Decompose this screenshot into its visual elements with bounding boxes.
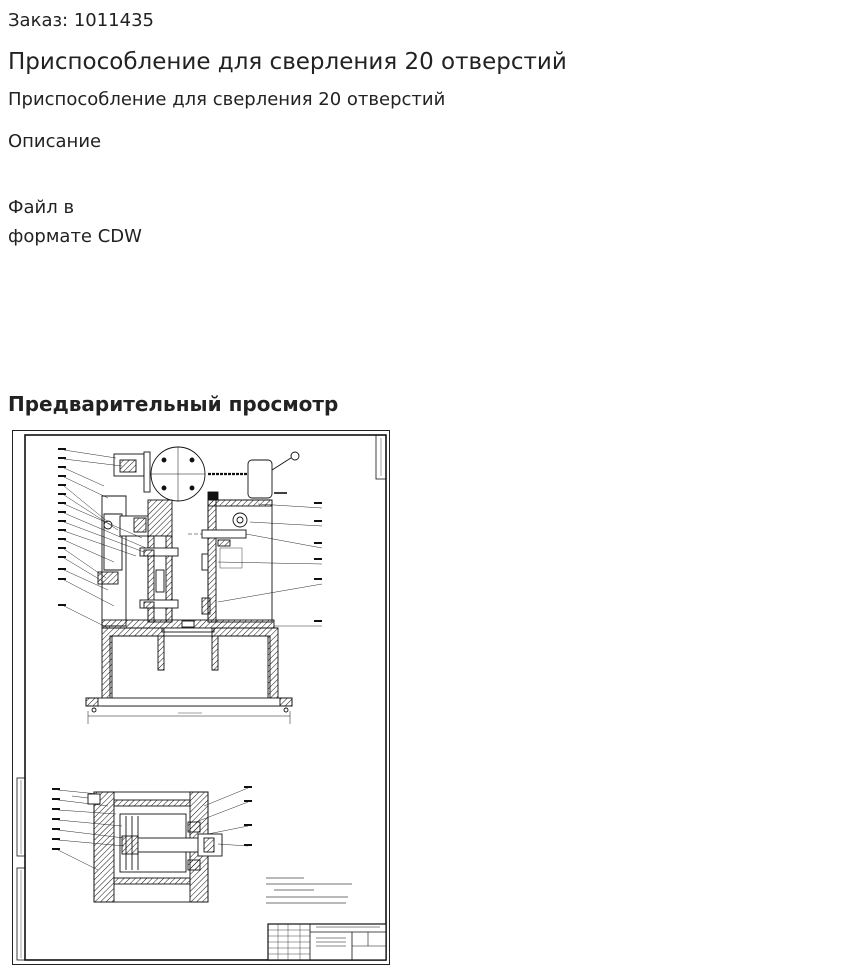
product-subtitle: Приспособление для сверления 20 отверстий <box>8 89 446 110</box>
preview-image[interactable] <box>12 430 390 965</box>
file-format-line-2: формате CDW <box>8 226 142 247</box>
file-format-text <box>8 193 168 251</box>
technical-drawing-icon <box>12 430 390 965</box>
description-heading: Описание <box>8 131 102 152</box>
order-number: Заказ: 1011435 <box>8 10 154 31</box>
preview-heading: Предварительный просмотр <box>8 392 339 416</box>
page-title: Приспособление для сверления 20 отверстий <box>8 49 567 75</box>
file-format-line-1: Файл в <box>8 197 75 218</box>
